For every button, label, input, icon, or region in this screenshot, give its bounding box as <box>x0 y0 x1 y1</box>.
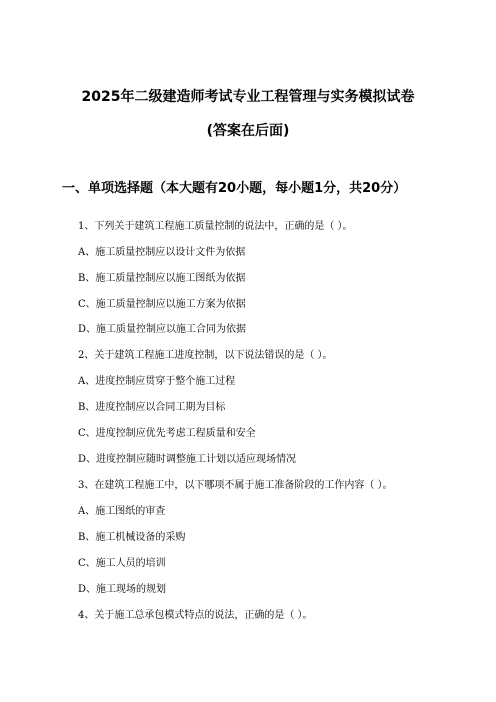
question-3-option-b: B、施工机械设备的采购 <box>78 532 186 543</box>
question-1-option-b: B、施工质量控制应以施工图纸为依据 <box>78 273 246 284</box>
question-4: 4、关于施工总承包模式特点的说法，正确的是（ ）。 <box>78 610 313 621</box>
question-1-option-c: C、施工质量控制应以施工方案为依据 <box>78 299 246 310</box>
question-3-option-a: A、施工图纸的审查 <box>78 506 166 517</box>
question-2-option-c: C、进度控制应优先考虑工程质量和安全 <box>78 428 256 439</box>
question-1-option-a: A、施工质量控制应以设计文件为依据 <box>78 247 246 258</box>
question-2-option-b: B、进度控制应以合同工期为目标 <box>78 402 226 413</box>
question-1: 1、下列关于建筑工程施工质量控制的说法中，正确的是（ ）。 <box>78 221 353 232</box>
question-2-option-a: A、进度控制应贯穿于整个施工过程 <box>78 376 236 387</box>
section-heading: 一、单项选择题（本大题有20小题，每小题1分，共20分） <box>62 181 407 196</box>
document-subtitle: (答案在后面) <box>206 123 290 139</box>
question-3-option-c: C、施工人员的培训 <box>78 558 166 569</box>
question-3-option-d: D、施工现场的规划 <box>78 584 167 595</box>
question-1-option-d: D、施工质量控制应以施工合同为依据 <box>78 324 247 335</box>
question-3: 3、在建筑工程施工中，以下哪项不属于施工准备阶段的工作内容（ ）。 <box>78 480 393 491</box>
document-title: 2025年二级建造师考试专业工程管理与实务模拟试卷 <box>81 89 415 105</box>
question-2: 2、关于建筑工程施工进度控制，以下说法错误的是（ ）。 <box>78 350 333 361</box>
question-2-option-d: D、进度控制应随时调整施工计划以适应现场情况 <box>78 454 297 465</box>
